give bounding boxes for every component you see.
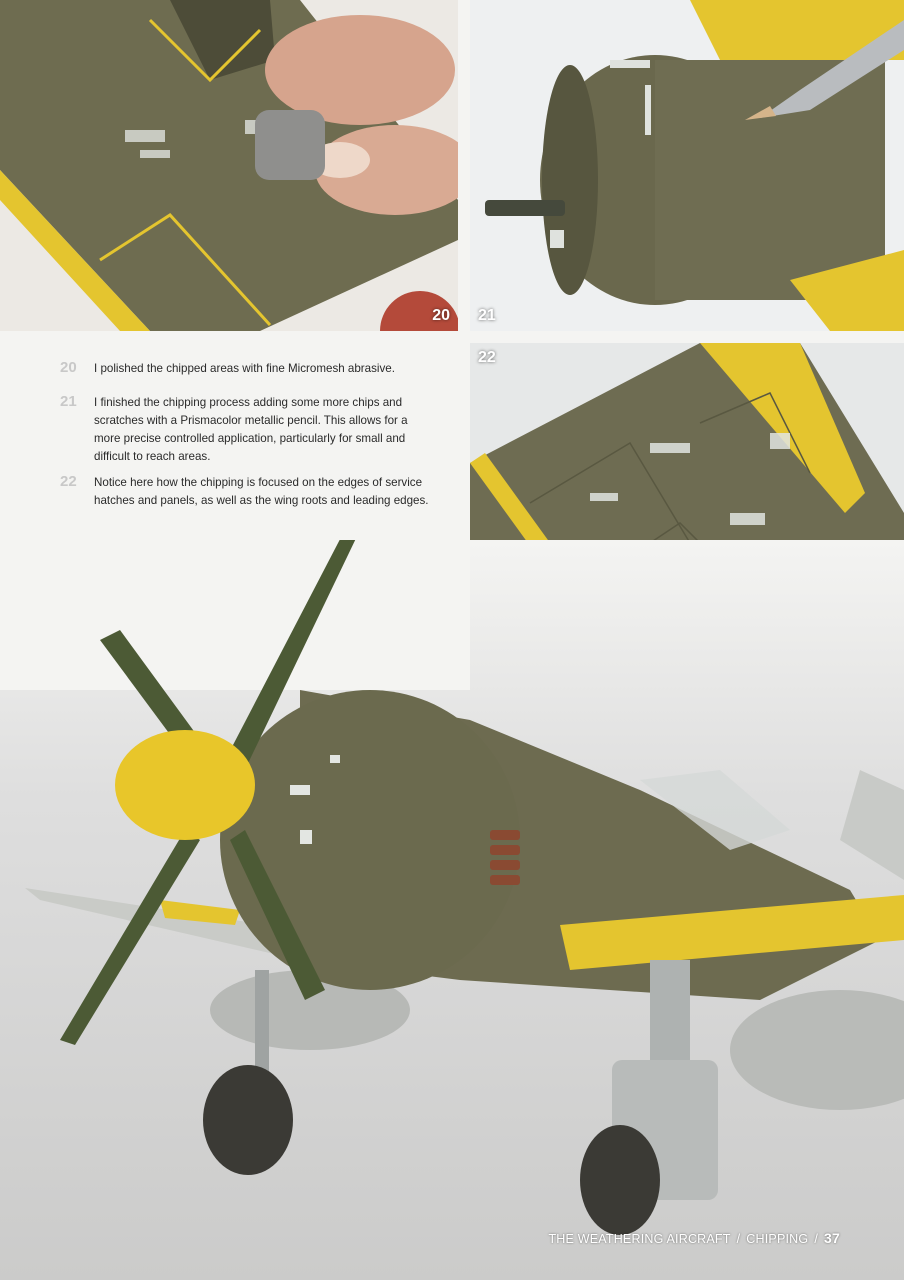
photo-20-image — [0, 0, 458, 331]
footer-separator: / — [814, 1232, 819, 1246]
photo-number: 21 — [478, 307, 496, 324]
caption-text: I polished the chipped areas with fine Micromesh abrasive. — [94, 362, 395, 375]
photo-21-image — [470, 0, 904, 331]
photo-21-metallic-pencil — [470, 0, 904, 331]
photo-number: 22 — [478, 349, 496, 366]
caption-number: 20 — [60, 359, 77, 376]
page-number: 37 — [824, 1230, 840, 1246]
photo-number: 20 — [432, 307, 450, 324]
caption-number: 21 — [60, 393, 77, 410]
aircraft-model-image — [0, 540, 904, 1280]
footer-separator: / — [736, 1232, 741, 1246]
caption-22 — [60, 474, 432, 510]
caption-20 — [60, 360, 432, 378]
photo-20-micromesh-polishing — [0, 0, 458, 331]
caption-21 — [60, 394, 432, 466]
caption-list — [60, 360, 432, 526]
section-name: CHIPPING — [746, 1232, 809, 1246]
caption-number: 22 — [60, 473, 77, 490]
page-footer — [548, 1230, 840, 1246]
book-title: THE WEATHERING AIRCRAFT — [548, 1232, 731, 1246]
caption-text: I finished the chipping process adding some more chips and scratches with a Prismacolor metallic pencil. This allows for a more precise controlled application, particularly for small and difficult to reach areas. — [94, 396, 408, 463]
caption-text: Notice here how the chipping is focused on the edges of service hatches and panels, as well as the wing roots and leading edges. — [94, 476, 429, 507]
main-aircraft-photo — [0, 540, 904, 1280]
